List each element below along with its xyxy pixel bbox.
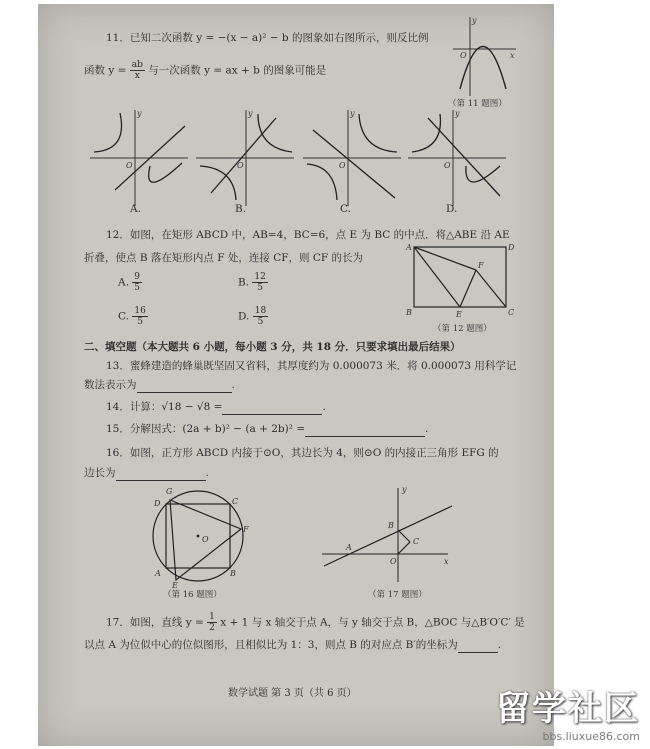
opt-c-axis-o: O	[339, 161, 346, 170]
q11-option-b-graph	[196, 108, 296, 208]
q17-axis-y: y	[402, 485, 407, 494]
q16-pt-d: D	[154, 499, 161, 508]
q12-opt-d-den: 5	[257, 317, 264, 327]
q11-option-d: D.	[446, 203, 458, 215]
q12-option-c	[118, 306, 148, 327]
q16-pt-g: G	[166, 487, 173, 496]
q12-opt-b-frac	[252, 272, 267, 293]
q15-line: 15．分解因式：(2a + b)² − (a + 2b)² = .	[106, 423, 429, 435]
q12-opt-a-frac	[132, 272, 142, 293]
q12-pt-a: A	[406, 243, 412, 252]
watermark	[496, 681, 640, 743]
q12-opt-c-den: 5	[137, 317, 143, 327]
q17-line2: 以点 A 为位似中心的位似图形，且相似比为 1：3，则点 B 的对应点 B′的坐标为 .	[84, 639, 502, 651]
q17-axes-figure	[320, 484, 455, 584]
q11-line1: 11．已知二次函数 y = −(x − a)² − b 的图象如右图所示，则反比例	[106, 32, 429, 44]
q11-line2-prefix: 函数 y =	[84, 64, 127, 77]
q12-line1: 12．如图，在矩形 ABCD 中，AB=4，BC=6，点 E 为 BC 的中点．将△ABE 沿 AE	[106, 229, 510, 241]
q17-line2-text: 以点 A 为位似中心的位似图形，且相似比为 1：3，则点 B 的对应点 B′的坐标为	[84, 639, 458, 651]
q12-opt-c-num: 16	[134, 306, 146, 316]
watermark-url: bbs.liuxue86.com	[542, 730, 640, 743]
q11-option-a: A.	[130, 203, 141, 215]
q13-answer-blank	[137, 378, 232, 393]
page-footer: 数学试题 第 3 页（共 6 页）	[228, 688, 357, 699]
q12-option-b	[238, 272, 268, 293]
q17-line1-suffix: x + 1 与 x 轴交于点 A，与 y 轴交于点 B，△BOC 与△B′O′C′ 是	[220, 616, 525, 629]
q17-axis-x: x	[444, 557, 449, 566]
q12-opt-d-num: 18	[254, 306, 267, 316]
q17-fraction	[207, 612, 217, 633]
q17-frac-num: 1	[209, 612, 215, 622]
q11-parabola-figure	[448, 14, 518, 99]
q12-opt-b-num: 12	[254, 272, 266, 282]
q17-frac-den: 2	[209, 623, 215, 633]
q16-pt-o: O	[202, 535, 209, 544]
q12-option-d	[238, 306, 268, 327]
q12-opt-a-label: A.	[118, 276, 129, 289]
q14-answer-blank	[222, 400, 322, 415]
q11-option-c-graph	[303, 108, 403, 208]
q16-pt-e: E	[172, 581, 178, 590]
q17-answer-blank	[458, 638, 498, 653]
q16-circle-figure	[146, 484, 256, 589]
q12-opt-c-frac	[132, 306, 147, 327]
watermark-logo: 留学社区	[496, 689, 640, 729]
q16-line2: 边长为 .	[84, 467, 209, 479]
q12-pt-d: D	[508, 243, 515, 252]
q11-caption: （第 11 题图）	[448, 99, 507, 109]
q12-caption: （第 12 题图）	[433, 324, 492, 334]
q12-opt-b-label: B.	[238, 276, 250, 289]
q11-fraction	[130, 60, 145, 81]
q13-line2: 数法表示为 .	[84, 379, 235, 391]
q11-axis-o: O	[460, 51, 467, 60]
q14-text: 14．计算：√18 − √8 =	[106, 401, 223, 413]
opt-c-axis-y: y	[350, 109, 355, 118]
q11-axis-y: y	[472, 16, 477, 25]
q11-option-d-graph	[408, 108, 508, 208]
q13-line2-text: 数法表示为	[84, 379, 137, 391]
q12-line2: 折叠，使点 B 落在矩形内点 F 处，连接 CF，则 CF 的长为	[84, 252, 364, 264]
q11-frac-den: x	[134, 71, 140, 81]
q12-opt-a-num: 9	[134, 272, 140, 282]
q17-pt-c: C	[413, 537, 420, 546]
opt-b-axis-y: y	[248, 109, 253, 118]
q12-pt-c: C	[508, 308, 515, 317]
q16-line1: 16．如图，正方形 ABCD 内接于⊙O，其边长为 4，则⊙O 的内接正三角形 EFG 的	[106, 447, 499, 459]
q12-opt-b-den: 5	[257, 283, 263, 293]
q15-answer-blank	[305, 422, 425, 437]
q16-pt-a: A	[155, 569, 161, 578]
q11-option-a-graph	[90, 108, 190, 208]
q11-axis-x: x	[510, 51, 515, 60]
q11-line2-suffix: 与一次函数 y = ax + b 的图象可能是	[148, 64, 327, 77]
opt-d-axis-o: O	[444, 161, 451, 170]
q11-option-c: C.	[340, 203, 351, 215]
q12-pt-b: B	[406, 308, 412, 317]
q15-text: 15．分解因式：(2a + b)² − (a + 2b)² =	[106, 423, 306, 435]
q12-opt-d-frac	[253, 306, 268, 327]
q16-pt-f: F	[243, 525, 249, 534]
opt-d-axis-y: y	[455, 109, 460, 118]
exam-page	[38, 4, 554, 746]
q13-line1: 13．蜜蜂建造的蜂巢既坚固又省料，其厚度约为 0.000073 米．将 0.000073 用科学记	[106, 360, 517, 372]
section2-heading: 二、填空题（本大题共 6 小题，每小题 3 分，共 18 分．只要求填出最后结果）	[84, 341, 461, 353]
q11-option-b: B.	[235, 203, 247, 215]
q16-pt-b: B	[230, 569, 236, 578]
q11-frac-num: ab	[131, 60, 143, 70]
q17-line1	[106, 612, 525, 633]
q12-opt-d-label: D.	[238, 310, 250, 323]
q17-pt-a: A	[346, 543, 352, 552]
q12-opt-a-den: 5	[134, 283, 140, 293]
q12-option-a	[118, 272, 142, 293]
q17-pt-o: O	[390, 557, 397, 566]
q12-opt-c-label: C.	[118, 310, 129, 323]
q14-line: 14．计算：√18 − √8 = .	[106, 401, 326, 413]
q17-pt-b: B	[388, 521, 394, 530]
q12-rectangle-figure	[404, 242, 514, 322]
q12-pt-f: F	[478, 261, 484, 270]
q16-line2-text: 边长为	[84, 467, 116, 479]
q17-line1-prefix: 17．如图，直线 y =	[106, 616, 204, 629]
opt-a-axis-y: y	[137, 109, 142, 118]
q16-answer-blank	[116, 466, 206, 481]
opt-a-axis-o: O	[126, 161, 133, 170]
q16-caption: （第 16 题图）	[163, 590, 222, 600]
q12-pt-e: E	[456, 310, 462, 319]
q11-line2	[84, 60, 326, 81]
q16-pt-c: C	[232, 497, 239, 506]
q17-caption: （第 17 题图）	[368, 590, 427, 600]
opt-b-axis-o: O	[237, 161, 244, 170]
